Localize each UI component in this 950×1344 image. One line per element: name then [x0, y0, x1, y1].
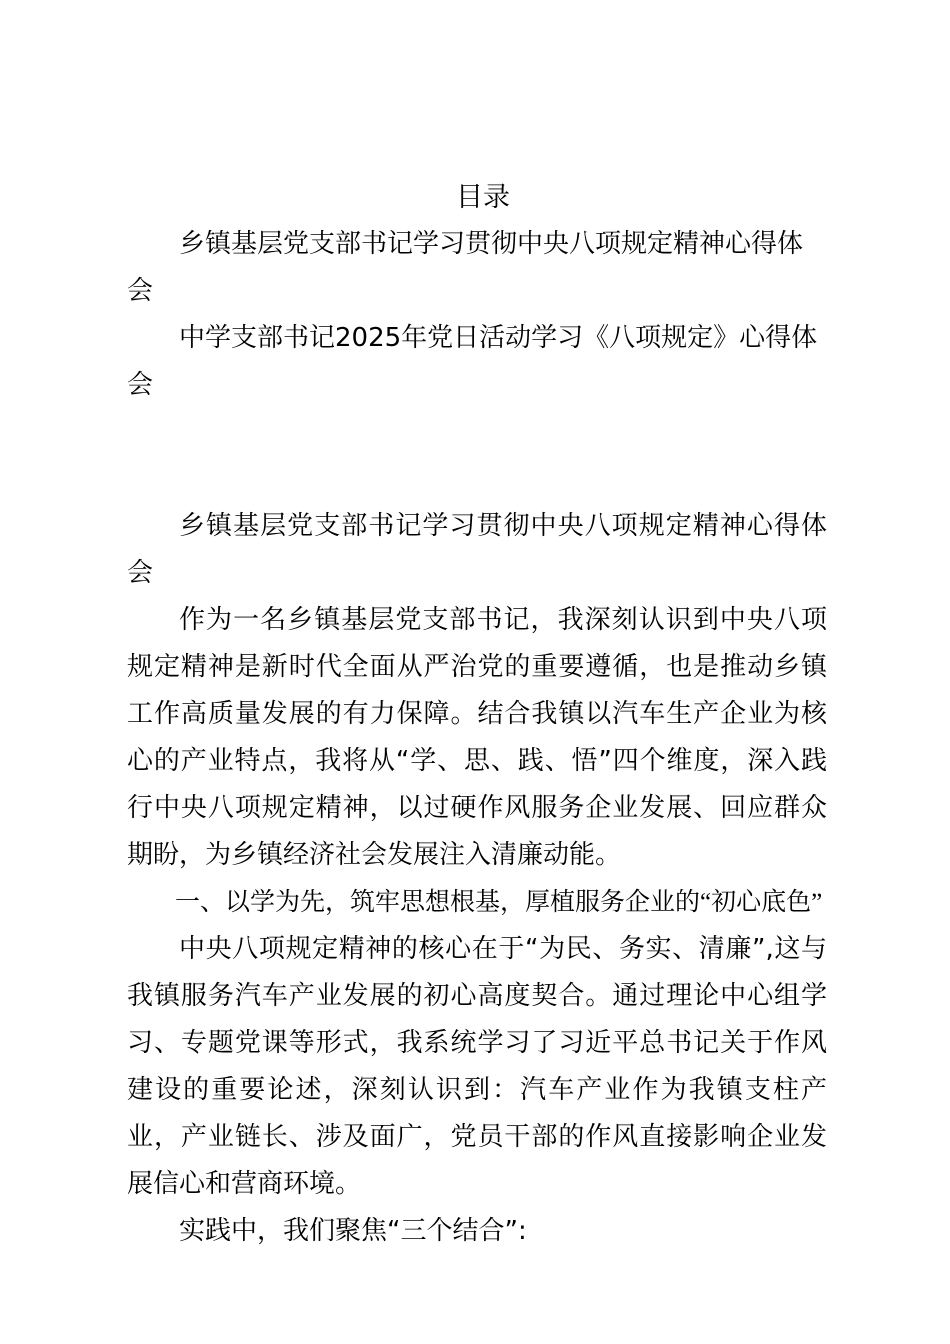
- intro-paragraph: 作为一名乡镇基层党支部书记，我深刻认识到中央八项规定精神是新时代全面从严治党的重要遵循，也是推动乡镇工作高质量发展的有力保障。结合我镇以汽车生产企业为核心的产业特点，我将从“学、思、践、悟”四个维度，深入践行中央八项规定精神，以过硬作风服务企业发展、回应群众期盼，为乡镇经济社会发展注入清廉动能。: [127, 605, 827, 870]
- toc-entry-1[interactable]: 乡镇基层党支部书记学习贯彻中央八项规定精神心得体会: [127, 229, 804, 306]
- section-heading-1: 一、以学为先，筑牢思想根基，厚植服务企业的“初心底色”: [175, 889, 823, 916]
- section-spacer: [127, 409, 827, 503]
- section1-paragraph-2: 实践中，我们聚焦“三个结合”:: [179, 1216, 527, 1246]
- toc-entry-2[interactable]: 中学支部书记2025年党日活动学习《八项规定》心得体会: [127, 323, 818, 400]
- toc-title: 目录: [456, 182, 510, 213]
- section1-paragraph-1: 中央八项规定精神的核心在于“为民、务实、清廉”,这与我镇服务汽车产业发展的初心高度契合。通过理论中心组学习、专题党课等形式，我系统学习了习近平总书记关于作风建设的重要论述，深刻认识到：汽车产业作为我镇支柱产业，产业链长、涉及面广，党员干部的作风直接影响企业发展信心和营商环境。: [127, 934, 827, 1199]
- article-title: 乡镇基层党支部书记学习贯彻中央八项规定精神心得体会: [127, 511, 827, 588]
- document-page: [127, 175, 827, 1255]
